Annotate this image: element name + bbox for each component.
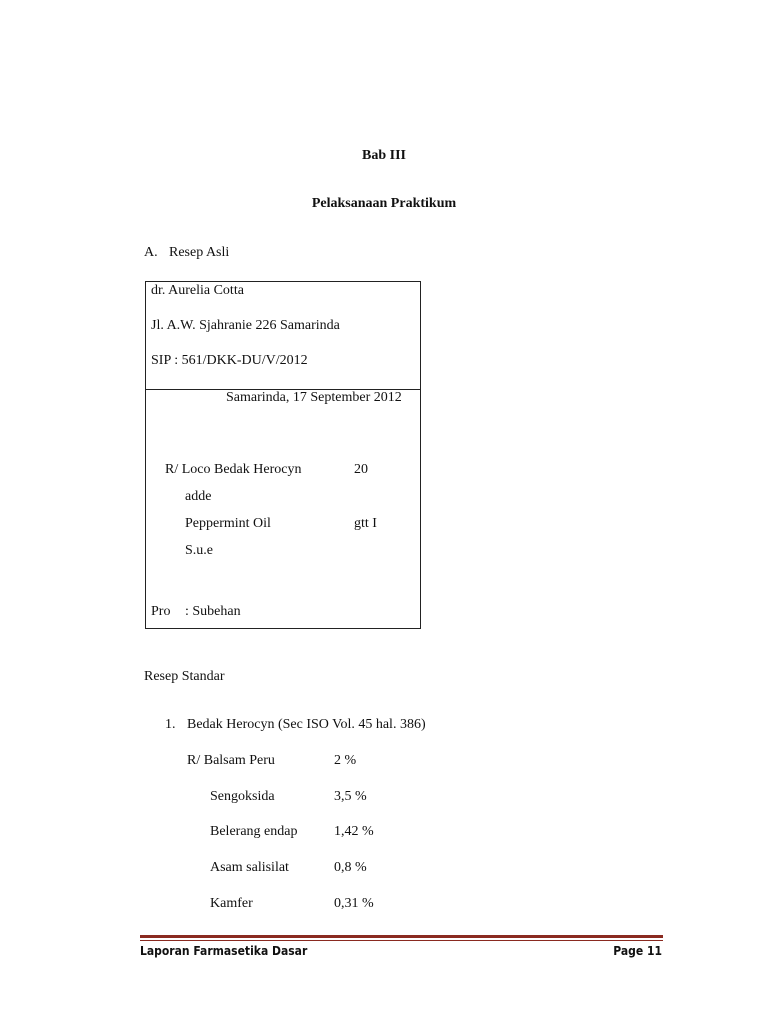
ingredient-name: Asam salisilat: [210, 860, 289, 875]
section-a-title: Resep Asli: [169, 245, 230, 260]
pro-value: : Subehan: [185, 604, 241, 619]
chapter-heading: Bab III: [362, 148, 406, 163]
pro-label: Pro: [151, 604, 171, 619]
ingredient-amount: 2 %: [334, 753, 357, 768]
rx-item-name: R/ Loco Bedak Herocyn: [165, 462, 302, 477]
place-date: Samarinda, 17 September 2012: [226, 390, 402, 405]
ingredient-amount: 0,8 %: [334, 860, 367, 875]
standard-item-number: 1.: [165, 717, 176, 732]
section-a-label: A.: [144, 245, 158, 260]
ingredient-amount: 3,5 %: [334, 789, 367, 804]
standard-title: Resep Standar: [144, 669, 225, 684]
rx-item-name: adde: [185, 489, 212, 504]
ingredient-name: Kamfer: [210, 896, 253, 911]
ingredient-amount: 1,42 %: [334, 824, 374, 839]
doctor-name: dr. Aurelia Cotta: [151, 283, 244, 298]
standard-item-title: Bedak Herocyn (Sec ISO Vol. 45 hal. 386): [187, 717, 426, 732]
prescription-box: [145, 281, 421, 629]
footer-rule-thin: [140, 940, 663, 941]
rx-item-name: S.u.e: [185, 543, 213, 558]
rx-item-qty: 20: [354, 462, 368, 477]
chapter-title: Pelaksanaan Praktikum: [311, 196, 457, 211]
rx-item-qty: gtt I: [354, 516, 377, 531]
footer-report-title: Laporan Farmasetika Dasar: [140, 944, 308, 958]
footer-rule: [140, 935, 663, 938]
ingredient-name: R/ Balsam Peru: [187, 753, 275, 768]
ingredient-amount: 0,31 %: [334, 896, 374, 911]
rx-item-name: Peppermint Oil: [185, 516, 271, 531]
footer-page-number: Page 11: [613, 944, 662, 958]
doctor-address: Jl. A.W. Sjahranie 226 Samarinda: [151, 318, 340, 333]
ingredient-name: Sengoksida: [210, 789, 275, 804]
doctor-sip: SIP : 561/DKK-DU/V/2012: [151, 353, 308, 368]
ingredient-name: Belerang endap: [210, 824, 298, 839]
